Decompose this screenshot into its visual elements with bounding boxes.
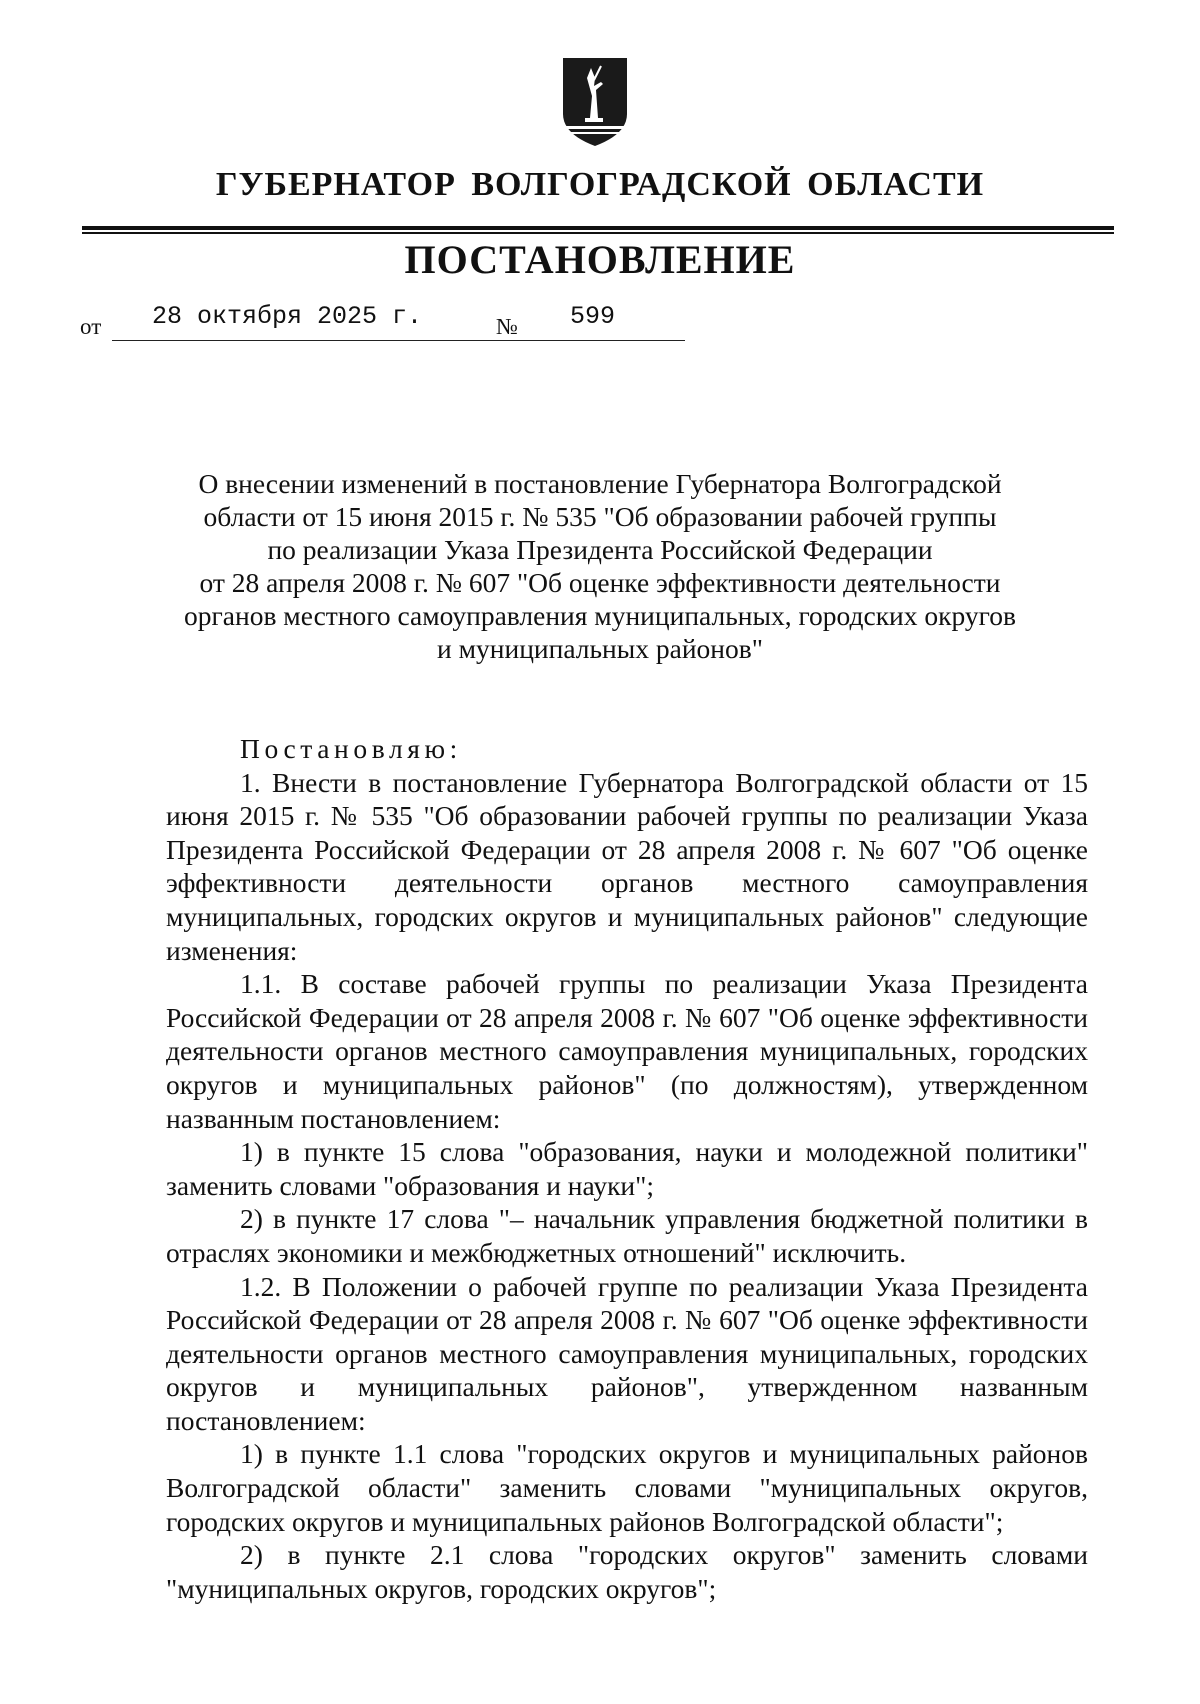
body-paragraph: 2) в пункте 17 слова "– начальник управления бюджетной политики в отраслях экономики и межбюджетных отношений" исключить. — [166, 1203, 1088, 1268]
date-label: от — [80, 314, 102, 339]
body-paragraph: 2) в пункте 2.1 слова "городских округов" заменить словами "муниципальных округов, городских округов"; — [166, 1539, 1088, 1604]
number-label: № — [496, 314, 518, 339]
document-number: 599 — [570, 302, 616, 331]
body-paragraph: 1) в пункте 15 слова "образования, науки и молодежной политики" заменить словами "образования и науки"; — [166, 1136, 1088, 1201]
body-paragraph: 1.2. В Положении о рабочей группе по реализации Указа Президента Российской Федерации от 28 апреля 2008 г. № 607 "Об оценке эффективности деятельности органов местного самоуправления муниципальных, городских округов и муниципальных районов", утвержденном названным постановлением: — [166, 1270, 1088, 1436]
date-value: 28 октября 2025 г. — [152, 302, 423, 331]
coat-of-arms-icon — [561, 56, 629, 150]
date-underline — [112, 340, 564, 341]
issuing-authority: ГУБЕРНАТОР ВОЛГОГРАДСКОЙ ОБЛАСТИ — [215, 166, 985, 203]
document-subject — [150, 467, 1050, 665]
body-paragraph: 1.1. В составе рабочей группы по реализации Указа Президента Российской Федерации от 28 апреля 2008 г. № 607 "Об оценке эффективности деятельности органов местного самоуправления муниципальных, городских округов и муниципальных районов" (по должностям), утвержденном названным постановлением: — [166, 968, 1088, 1134]
subject-line: по реализации Указа Президента Российской Федерации — [267, 534, 933, 565]
subject-line: от 28 апреля 2008 г. № 607 "Об оценке эффективности деятельности — [199, 567, 1001, 598]
number-underline — [527, 340, 685, 341]
decree-word: Постановляю: — [240, 733, 462, 764]
subject-line: органов местного самоуправления муниципальных, городских округов — [184, 600, 1016, 631]
body-paragraph: 1. Внести в постановление Губернатора Волгоградской области от 15 июня 2015 г. № 535 "Об образовании рабочей группы по реализации Указа Президента Российской Федерации от 28 апреля 2008 г. № 607 "Об оценке эффективности деятельности органов местного самоуправления муниципальных, городских округов и муниципальных районов" следующие изменения: — [166, 766, 1088, 966]
subject-line: и муниципальных районов" — [437, 633, 763, 664]
document-body — [166, 732, 1088, 1605]
subject-line: области от 15 июня 2015 г. № 535 "Об образовании рабочей группы — [203, 501, 997, 532]
subject-line: О внесении изменений в постановление Губернатора Волгоградской — [198, 468, 1002, 499]
header-divider — [82, 226, 1114, 230]
registration-row — [80, 302, 720, 346]
document-type-title: ПОСТАНОВЛЕНИЕ — [404, 237, 796, 282]
body-paragraph: 1) в пункте 1.1 слова "городских округов и муниципальных районов Волгоградской области" заменить словами "муниципальных округов, городских округов и муниципальных районов Волгоградской области"; — [166, 1438, 1088, 1537]
header-divider-thin — [82, 232, 1114, 234]
